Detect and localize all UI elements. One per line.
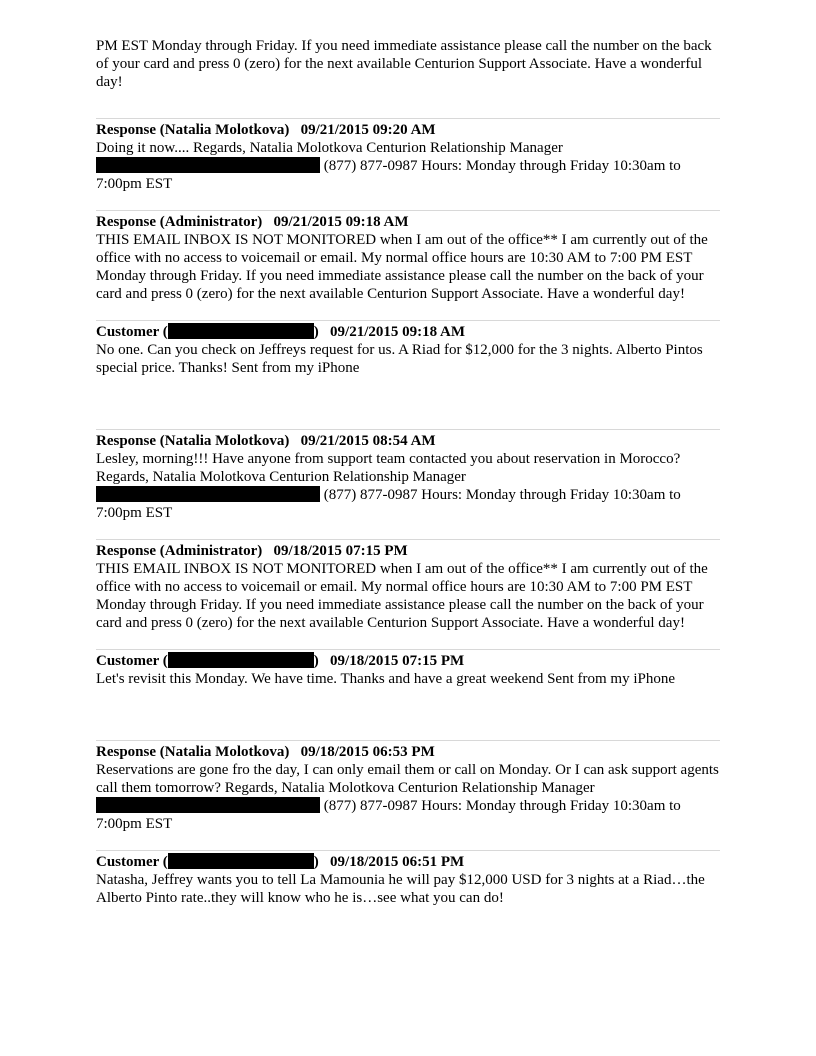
entry-timestamp: 09/21/2015 09:18 AM [330, 324, 466, 340]
signature-text: (877) 877-0987 Hours: Monday through Friday 10:30am to [323, 798, 681, 814]
entry-body [96, 761, 720, 833]
entry-text: Let's revisit this Monday. We have time. Thanks and have a great weekend Sent from my iPhone [96, 671, 675, 687]
entry-timestamp: 09/18/2015 06:53 PM [300, 744, 435, 760]
entry-timestamp: 09/21/2015 08:54 AM [300, 433, 436, 449]
signature-text: (877) 877-0987 Hours: Monday through Friday 10:30am to [323, 487, 681, 503]
entry-author: Response (Administrator) [96, 214, 263, 230]
redaction-block [168, 323, 314, 339]
entry-body [96, 139, 720, 193]
intro-text: PM EST Monday through Friday. If you need immediate assistance please call the number on the back of your card and press 0 (zero) for the next available Centurion Support Associate. Have a wonderful day! [96, 38, 712, 90]
entry-header [96, 432, 720, 450]
signature-line [96, 157, 720, 175]
message-entry [96, 740, 720, 833]
entry-body [96, 450, 720, 522]
entry-header [96, 853, 720, 871]
message-entry [96, 429, 720, 522]
entry-author: Customer ( [96, 324, 168, 340]
redaction-block [96, 797, 320, 813]
message-entry [96, 649, 720, 688]
signature-text: (877) 877-0987 Hours: Monday through Friday 10:30am to [323, 158, 681, 174]
redaction-block [96, 157, 320, 173]
signature-end: 7:00pm EST [96, 816, 173, 832]
entry-text: Reservations are gone fro the day, I can only email them or call on Monday. Or I can ask support agents call them tomorrow? Regards, Natalia Molotkova Centurion Relationship Manager [96, 762, 719, 796]
entry-author: Response (Natalia Molotkova) [96, 433, 290, 449]
entry-author-close: ) [313, 324, 319, 340]
entry-author: Customer ( [96, 653, 168, 669]
entry-timestamp: 09/18/2015 07:15 PM [330, 653, 465, 669]
signature-end: 7:00pm EST [96, 176, 173, 192]
entry-author-close: ) [313, 653, 319, 669]
entry-author: Response (Natalia Molotkova) [96, 744, 290, 760]
signature-line [96, 486, 720, 504]
entry-text: Natasha, Jeffrey wants you to tell La Mamounia he will pay $12,000 USD for 3 nights at a Riad…the Alberto Pinto rate..they will know who he is…see what you can do! [96, 872, 705, 906]
message-log [96, 37, 720, 907]
redaction-block [96, 486, 320, 502]
signature-line [96, 797, 720, 815]
entry-timestamp: 09/18/2015 06:51 PM [330, 854, 465, 870]
entry-text: THIS EMAIL INBOX IS NOT MONITORED when I am out of the office** I am currently out of the office with no access to voicemail or email. My normal office hours are 10:30 AM to 7:00 PM EST Monday through Friday. If you need immediate assistance please call the number on the back of your card and press 0 (zero) for the next available Centurion Support Associate. Have a wonderful day! [96, 232, 708, 302]
signature-end: 7:00pm EST [96, 505, 173, 521]
entry-author: Response (Administrator) [96, 543, 263, 559]
entry-text: Doing it now.... Regards, Natalia Molotkova Centurion Relationship Manager [96, 140, 563, 156]
message-entry [96, 850, 720, 907]
entry-text: Lesley, morning!!! Have anyone from support team contacted you about reservation in Morocco? Regards, Natalia Molotkova Centurion Relationship Manager [96, 451, 681, 485]
entry-author: Customer ( [96, 854, 168, 870]
message-entry [96, 539, 720, 632]
entry-header [96, 213, 720, 231]
entry-author: Response (Natalia Molotkova) [96, 122, 290, 138]
entry-header [96, 323, 720, 341]
entry-author-close: ) [313, 854, 319, 870]
entry-header [96, 542, 720, 560]
entry-header [96, 743, 720, 761]
entry-header [96, 121, 720, 139]
entry-text: No one. Can you check on Jeffreys request for us. A Riad for $12,000 for the 3 nights. Alberto Pintos special price. Thanks! Sent from my iPhone [96, 342, 703, 376]
entry-timestamp: 09/18/2015 07:15 PM [273, 543, 408, 559]
entry-text: THIS EMAIL INBOX IS NOT MONITORED when I am out of the office** I am currently out of the office with no access to voicemail or email. My normal office hours are 10:30 AM to 7:00 PM EST Monday through Friday. If you need immediate assistance please call the number on the back of your card and press 0 (zero) for the next available Centurion Support Associate. Have a wonderful day! [96, 561, 708, 631]
message-entry [96, 118, 720, 193]
entry-timestamp: 09/21/2015 09:18 AM [273, 214, 409, 230]
redaction-block [168, 652, 314, 668]
redaction-block [168, 853, 314, 869]
entry-header [96, 652, 720, 670]
entry-timestamp: 09/21/2015 09:20 AM [300, 122, 436, 138]
message-entry [96, 210, 720, 303]
message-entry [96, 320, 720, 377]
